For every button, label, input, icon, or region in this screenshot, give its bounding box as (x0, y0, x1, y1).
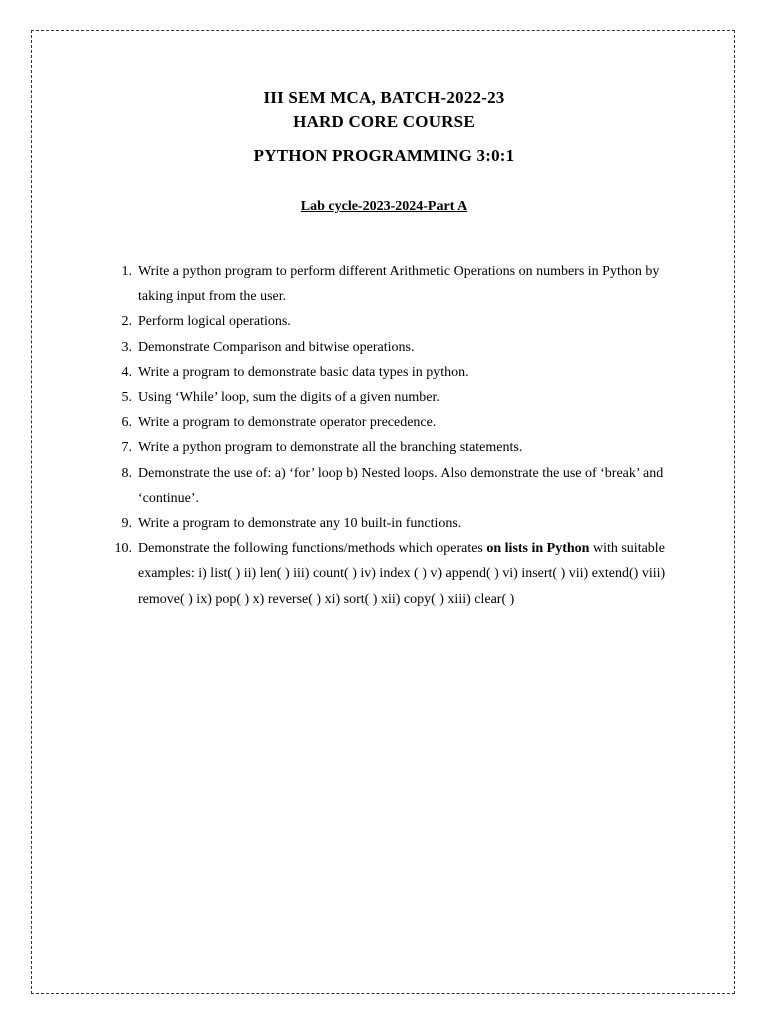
item-text: Write a program to demonstrate basic data types in python. (138, 364, 469, 380)
item-number: 8. (121, 465, 132, 481)
item-number: 1. (121, 264, 132, 279)
batch-heading: III SEM MCA, BATCH-2022-23 (263, 88, 505, 107)
list-item (110, 360, 680, 385)
item-text: Write a program to demonstrate any 10 built-in functions. (138, 516, 462, 532)
item-number: 3. (121, 339, 132, 355)
item-text-pre: Demonstrate the following functions/methods which operates (138, 541, 487, 557)
item-text-post: with suitable examples: i) list( ) ii) len( ) iii) count( ) iv) index ( ) v) append( ) vi) insert( ) vii) extend() viii) remove( ) ix) pop( ) x) reverse( ) xi) sort( ) xii) copy( ) xiii) clear( ) (138, 541, 666, 607)
item-text: Write a python program to perform different Arithmetic Operations on numbers in Python by taking input from the user. (138, 264, 660, 305)
item-number: 6. (121, 415, 132, 431)
item-text-bold: on lists in Python (486, 541, 590, 557)
lab-cycle-subtitle: Lab cycle-2023-2024-Part A (300, 199, 468, 214)
item-text (138, 536, 680, 612)
item-number: 5. (121, 390, 132, 406)
item-number: 10. (114, 541, 132, 557)
course-type-heading: HARD CORE COURSE (293, 112, 475, 131)
item-text: Demonstrate Comparison and bitwise operations. (138, 339, 415, 355)
course-title: PYTHON PROGRAMMING 3:0:1 (253, 146, 515, 165)
item-number: 4. (121, 364, 132, 380)
list-item (110, 461, 680, 511)
item-text: Using ‘While’ loop, sum the digits of a given number. (138, 390, 440, 406)
item-text: Write a program to demonstrate operator precedence. (138, 415, 437, 431)
item-number: 7. (121, 440, 132, 456)
item-text: Demonstrate the use of: a) ‘for’ loop b) Nested loops. Also demonstrate the use of ‘break’ and ‘continue’. (138, 465, 664, 506)
list-item (110, 259, 680, 309)
lab-program-list (110, 259, 680, 612)
list-item (110, 309, 680, 334)
item-number: 9. (121, 516, 132, 532)
list-item (110, 385, 680, 410)
list-item (110, 435, 680, 460)
item-text: Write a python program to demonstrate all the branching statements. (138, 440, 523, 456)
list-item (110, 536, 680, 612)
item-text: Perform logical operations. (138, 314, 291, 330)
list-item (110, 410, 680, 435)
item-number: 2. (121, 314, 132, 330)
list-item (110, 511, 680, 536)
list-item (110, 335, 680, 360)
